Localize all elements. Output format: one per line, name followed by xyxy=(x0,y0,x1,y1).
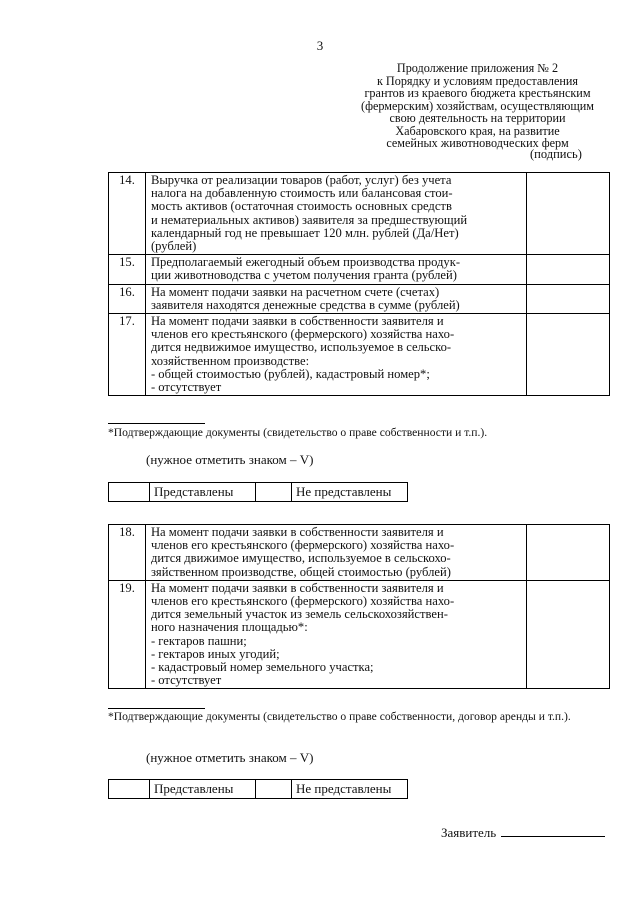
info-table-1 xyxy=(108,172,610,396)
table-row xyxy=(109,580,610,689)
description-line: дится недвижимое имущество, используемое в сельско- xyxy=(150,340,452,355)
description-line: хозяйственном производстве: xyxy=(150,353,310,368)
description-line: - отсутствует xyxy=(150,380,222,395)
row-value-cell[interactable] xyxy=(527,314,610,396)
row-value-cell[interactable] xyxy=(527,173,610,255)
description-line: На момент подачи заявки в собственности заявителя и xyxy=(150,525,444,539)
page-number: 3 xyxy=(316,38,324,53)
description-line: налога на добавленную стоимость или балансовая стои- xyxy=(150,186,453,201)
description-line: календарный год не превышает 120 млн. рублей (Да/Нет) xyxy=(150,225,459,240)
table-row xyxy=(109,525,610,581)
table-row xyxy=(109,284,610,313)
description-line: мость активов (остаточная стоимость основных средств xyxy=(150,199,452,214)
applicant-label: Заявитель xyxy=(441,825,497,840)
header-line: к Порядку и условиям предоставления xyxy=(376,73,579,88)
description-line: Предполагаемый ежегодный объем производства продук- xyxy=(150,255,461,270)
description-line: Выручка от реализации товаров (работ, услуг) без учета xyxy=(150,173,452,187)
present-label: Представлены xyxy=(150,483,256,502)
signature-line[interactable] xyxy=(501,825,605,837)
absent-label: Не представлены xyxy=(292,780,408,799)
documents-mark-table-2 xyxy=(108,779,408,799)
absent-label: Не представлены xyxy=(292,483,408,502)
description-line: - гектаров пашни; xyxy=(150,633,247,648)
description-line: На момент подачи заявки в собственности заявителя и xyxy=(150,580,444,595)
header-line: Продолжение приложения № 2 xyxy=(396,61,559,75)
description-line: - кадастровый номер земельного участка; xyxy=(150,660,374,675)
description-line: и нематериальных активов) заявителя за предшествующий xyxy=(150,212,468,227)
footnote-2: *Подтверждающие документы (свидетельство о праве собственности, договор аренды и т.п.). xyxy=(108,710,571,723)
description-line: дится земельный участок из земель сельскохозяйствен- xyxy=(150,607,448,622)
signature-hint: (подпись) xyxy=(530,147,582,161)
row-number: 14. xyxy=(109,173,146,255)
present-checkbox-cell[interactable] xyxy=(109,780,150,799)
header-line: грантов из краевого бюджета крестьянским xyxy=(364,86,591,100)
mark-instruction-2: (нужное отметить знаком – V) xyxy=(146,750,314,765)
row-value-cell[interactable] xyxy=(527,255,610,284)
header-line: свою деятельность на территории xyxy=(389,111,566,125)
description-line: членов его крестьянского (фермерского) хозяйства нахо- xyxy=(150,594,455,609)
description-line: На момент подачи заявки в собственности заявителя и xyxy=(150,314,444,329)
description-line: На момент подачи заявки на расчетном счете (счетах) xyxy=(150,284,440,299)
description-line: членов его крестьянского (фермерского) хозяйства нахо- xyxy=(150,327,455,342)
description-line: заявителя находятся денежные средства в сумме (рублей) xyxy=(150,297,460,312)
description-line: ции животноводства с учетом получения гранта (рублей) xyxy=(150,268,457,283)
row-number: 17. xyxy=(109,314,146,396)
row-description xyxy=(145,255,526,284)
absent-checkbox-cell[interactable] xyxy=(256,483,292,502)
description-line: (рублей) xyxy=(150,239,197,254)
description-line: дится движимое имущество, используемое в сельскохо- xyxy=(150,551,451,566)
header-line: семейных животноводческих ферм xyxy=(386,136,569,150)
row-number: 15. xyxy=(109,255,146,284)
row-number: 16. xyxy=(109,284,146,313)
table-row xyxy=(109,255,610,284)
table-row xyxy=(109,173,610,255)
header-line: Хабаровского края, на развитие xyxy=(395,123,560,138)
description-line: - гектаров иных угодий; xyxy=(150,646,280,661)
row-value-cell[interactable] xyxy=(527,525,610,581)
description-line: ного назначения площадью*: xyxy=(150,620,308,635)
footnote-1: *Подтверждающие документы (свидетельство о праве собственности и т.п.). xyxy=(108,426,488,439)
info-table-2 xyxy=(108,524,610,689)
row-description xyxy=(145,525,526,581)
applicant-signature xyxy=(441,825,605,841)
table-row xyxy=(109,314,610,396)
footnote-separator xyxy=(108,708,205,709)
absent-checkbox-cell[interactable] xyxy=(256,780,292,799)
row-value-cell[interactable] xyxy=(527,580,610,689)
mark-instruction-1: (нужное отметить знаком – V) xyxy=(146,452,314,467)
row-description xyxy=(145,314,526,396)
description-line: - общей стоимостью (рублей), кадастровый номер*; xyxy=(150,366,430,381)
description-line: зяйственном производстве, общей стоимостью (рублей) xyxy=(150,564,451,579)
header-line: (фермерским) хозяйствам, осуществляющим xyxy=(361,98,594,113)
row-description xyxy=(145,284,526,313)
row-description xyxy=(145,173,526,255)
description-line: членов его крестьянского (фермерского) хозяйства нахо- xyxy=(150,538,455,553)
footnote-separator xyxy=(108,423,205,424)
documents-mark-table-1 xyxy=(108,482,408,502)
row-description xyxy=(145,580,526,689)
appendix-header xyxy=(355,62,600,150)
row-number: 18. xyxy=(109,525,146,581)
present-label: Представлены xyxy=(150,780,256,799)
present-checkbox-cell[interactable] xyxy=(109,483,150,502)
row-number: 19. xyxy=(109,580,146,689)
description-line: - отсутствует xyxy=(150,673,222,688)
row-value-cell[interactable] xyxy=(527,284,610,313)
